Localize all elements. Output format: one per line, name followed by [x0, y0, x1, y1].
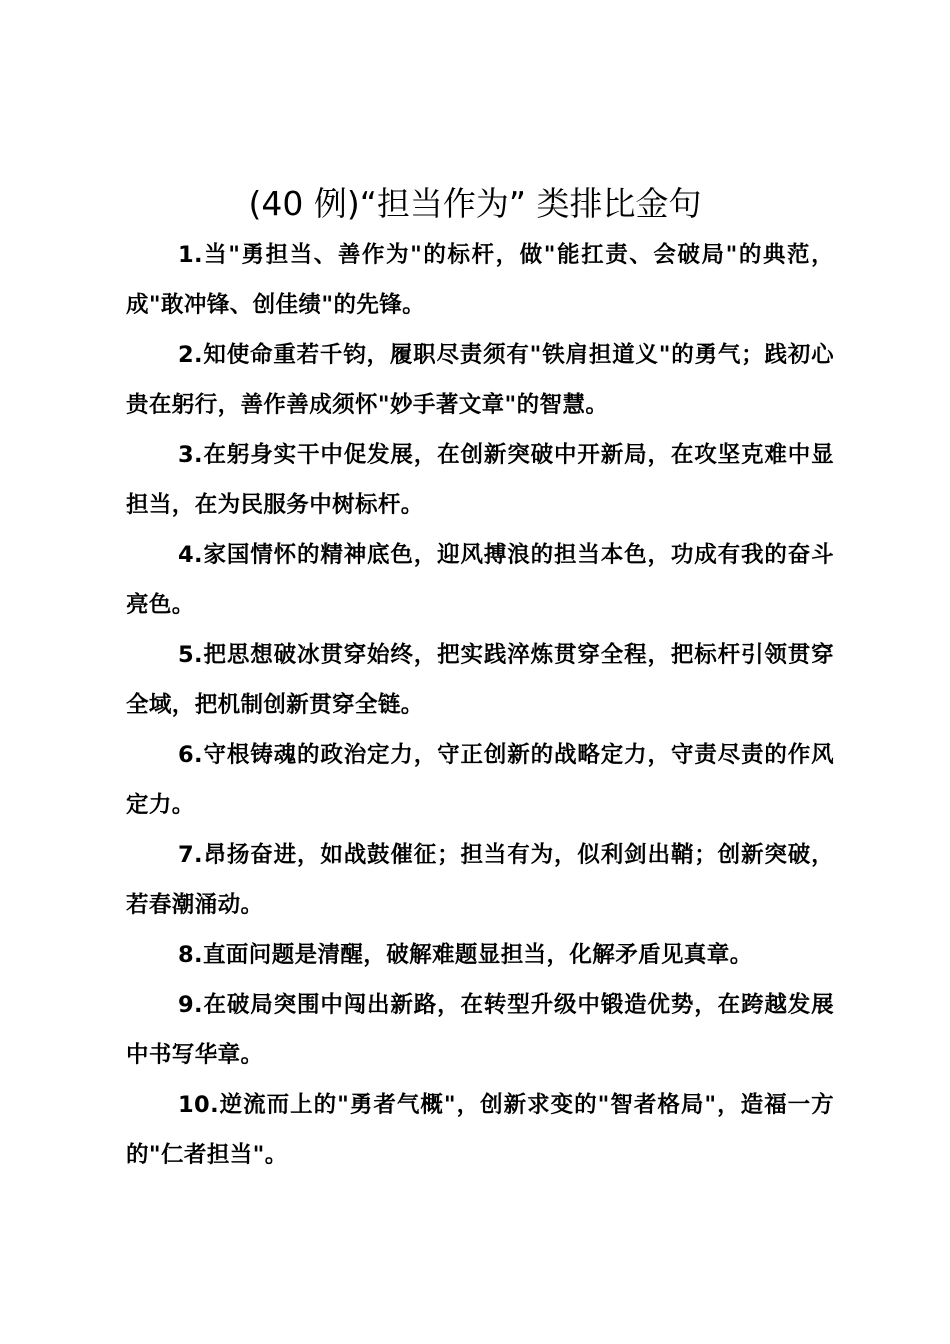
document-title: (40 例)“担当作为” 类排比金句: [248, 184, 702, 223]
paragraph-10: 10.逆流而上的"勇者气概"，创新求变的"智者格局"，造福一方的"仁者担当"。: [126, 1092, 834, 1168]
document-body: [126, 230, 834, 1180]
paragraph-9: 9.在破局突围中闯出新路，在转型升级中锻造优势，在跨越发展中书写华章。: [126, 992, 834, 1068]
paragraph-3: 3.在躬身实干中促发展，在创新突破中开新局，在攻坚克难中显担当，在为民服务中树标杆。: [126, 442, 834, 518]
paragraph-5: 5.把思想破冰贯穿始终，把实践淬炼贯穿全程，把标杆引领贯穿全域，把机制创新贯穿全链。: [126, 642, 834, 718]
paragraph-7: 7.昂扬奋进，如战鼓催征；担当有为，似利剑出鞘；创新突破，若春潮涌动。: [126, 842, 834, 918]
paragraph-6: 6.守根铸魂的政治定力，守正创新的战略定力，守责尽责的作风定力。: [126, 742, 834, 818]
paragraph-4: 4.家国情怀的精神底色，迎风搏浪的担当本色，功成有我的奋斗亮色。: [126, 542, 834, 618]
paragraph-8: 8.直面问题是清醒，破解难题显担当，化解矛盾见真章。: [178, 942, 753, 968]
paragraph-1: 1.当"勇担当、善作为"的标杆，做"能扛责、会破局"的典范，成"敢冲锋、创佳绩"的先锋。: [126, 242, 834, 318]
paragraph-2: 2.知使命重若千钧，履职尽责须有"铁肩担道义"的勇气；践初心贵在躬行，善作善成须怀"妙手著文章"的智慧。: [126, 342, 834, 418]
